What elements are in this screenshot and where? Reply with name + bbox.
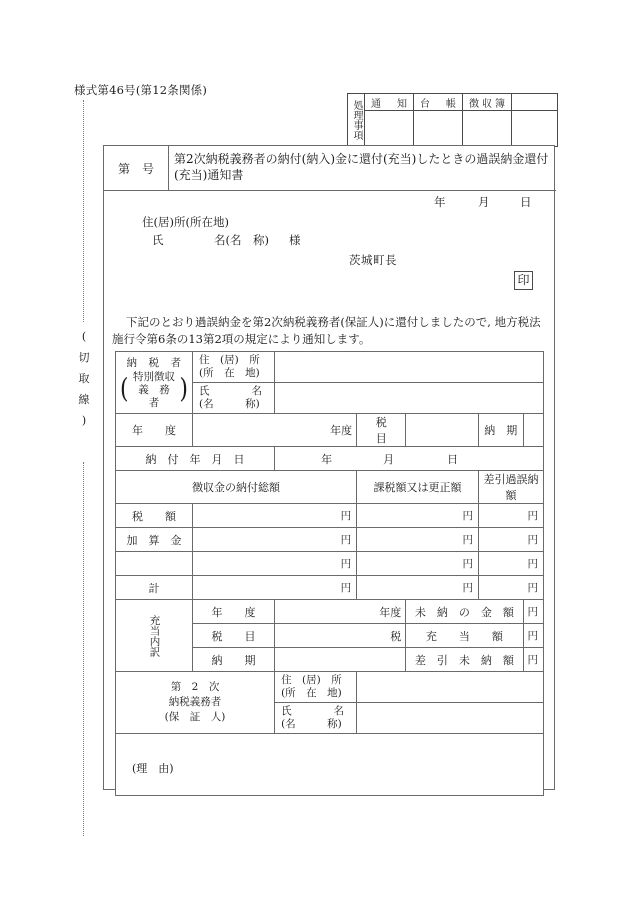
main-data-table <box>115 351 544 796</box>
processing-header-blank <box>512 94 558 111</box>
allocation-label-taxitem: 税 目 <box>193 624 275 648</box>
secondary-taxpayer-name-label-line2: (名 称) <box>281 718 342 730</box>
allocation-value-applied[interactable]: 円 <box>523 624 544 648</box>
issue-date-line[interactable] <box>104 194 556 210</box>
amount-table-header-row <box>116 471 544 504</box>
tax-item-input[interactable] <box>406 414 479 447</box>
taxpayer-label-sub-line2: 義 務 者 <box>138 383 181 409</box>
secondary-taxpayer-address-label <box>275 672 357 703</box>
taxpayer-label-sub <box>130 371 179 410</box>
allocation-right-label-unpaid: 未 納 の 金 額 <box>406 600 523 624</box>
payment-period-label: 納 期 <box>479 414 523 447</box>
reason-input[interactable] <box>116 734 544 796</box>
allocation-right-label-balance: 差 引 未 納 額 <box>406 648 523 672</box>
allocation-right-label-applied: 充 当 額 <box>406 624 523 648</box>
document-title-row <box>104 146 556 191</box>
amount-value-total-overpaid[interactable]: 円 <box>479 576 544 600</box>
processing-header-collection-book: 徴収簿 <box>463 94 512 111</box>
taxpayer-label-cell <box>116 352 193 414</box>
taxpayer-name-label-line2: (名 称) <box>199 398 260 410</box>
allocation-value-balance[interactable]: 円 <box>523 648 544 672</box>
taxpayer-name-label <box>193 383 275 414</box>
taxpayer-label-main: 納 税 者 <box>126 356 182 369</box>
addressee-name-sub-label: 名(名 称) <box>214 233 269 247</box>
amount-row-label-total: 計 <box>116 576 193 600</box>
amount-value-blank-overpaid[interactable]: 円 <box>479 552 544 576</box>
document-number-prefix: 第 <box>117 161 130 176</box>
processing-header-ledger: 台 帳 <box>414 94 463 111</box>
addressee-name-label: 氏 <box>152 233 164 247</box>
document-title: 第2次納税義務者の納付(納入)金に還付(充当)したときの過誤納金還付(充当)通知書 <box>174 152 549 182</box>
secondary-taxpayer-address-label-line1: 住 (居) 所 <box>281 674 342 686</box>
amount-header-assessed: 課税額又は更正額 <box>357 471 479 504</box>
tax-item-label: 税 目 <box>357 414 406 447</box>
payment-date-day-label: 日 <box>447 452 459 466</box>
secondary-taxpayer-label-line1: 第 2 次 <box>170 681 220 693</box>
taxpayer-label-sub-line1: 特別徴収 <box>133 370 175 383</box>
amount-header-total-paid: 徴収金の納付総額 <box>116 471 357 504</box>
amount-value-blank-assessed[interactable]: 円 <box>357 552 479 576</box>
taxpayer-address-input[interactable] <box>275 352 544 383</box>
cut-line-label <box>76 326 92 431</box>
cut-label-char-0: ( <box>81 330 87 343</box>
fiscal-year-input[interactable] <box>193 414 357 447</box>
processing-input-ledger[interactable] <box>414 111 463 147</box>
reason-label: (理 由) <box>132 762 174 775</box>
processing-input-collection-book[interactable] <box>463 111 512 147</box>
allocation-input-period[interactable] <box>275 648 406 672</box>
bracket-open-icon: ( <box>120 373 129 405</box>
amount-value-total-total[interactable]: 円 <box>193 576 357 600</box>
allocation-value-unpaid[interactable]: 円 <box>523 600 544 624</box>
issuer-name: 茨城町長 <box>349 253 397 267</box>
document-number-cell[interactable] <box>104 146 169 190</box>
taxpayer-address-label <box>193 352 275 383</box>
processing-header-notice: 通 知 <box>365 94 414 111</box>
taxpayer-address-row <box>116 352 544 383</box>
fiscal-year-label: 年 度 <box>116 414 193 447</box>
secondary-taxpayer-address-row <box>116 672 544 703</box>
reason-row <box>116 734 544 796</box>
taxpayer-address-label-line2: (所 在 地) <box>199 367 260 379</box>
issue-date-day-label: 日 <box>520 195 532 209</box>
secondary-taxpayer-address-input[interactable] <box>357 672 544 703</box>
processing-input-notice[interactable] <box>365 111 414 147</box>
cut-label-char-2: 取 <box>78 372 90 385</box>
allocation-label-year: 年 度 <box>193 600 275 624</box>
cut-label-char-3: 線 <box>78 393 90 406</box>
amount-row-label-surcharge: 加 算 金 <box>116 528 193 552</box>
amount-row-total <box>116 576 544 600</box>
amount-value-tax-total[interactable]: 円 <box>193 504 357 528</box>
processing-table-header-row <box>348 94 558 111</box>
payment-date-row <box>116 447 544 471</box>
payment-date-month-label: 月 <box>383 452 395 466</box>
secondary-taxpayer-name-label <box>275 703 357 734</box>
processing-table-input-row <box>348 111 558 147</box>
allocation-vertical-label: 充当内訳 <box>116 600 193 672</box>
cut-line-lower <box>83 462 84 836</box>
amount-value-surcharge-total[interactable]: 円 <box>193 528 357 552</box>
amount-value-tax-overpaid[interactable]: 円 <box>479 504 544 528</box>
amount-value-surcharge-overpaid[interactable]: 円 <box>479 528 544 552</box>
year-taxitem-period-row <box>116 414 544 447</box>
amount-row-surcharge <box>116 528 544 552</box>
issue-date-year-label: 年 <box>434 195 446 209</box>
seal-stamp-box[interactable]: 印 <box>514 271 533 290</box>
bracket-close-icon: ) <box>179 373 188 405</box>
processing-table-row-label: 処理事項 <box>348 94 365 147</box>
allocation-unit-taxitem: 税 <box>390 629 402 643</box>
allocation-input-year[interactable] <box>275 600 406 624</box>
amount-value-total-assessed[interactable]: 円 <box>357 576 479 600</box>
issue-date-month-label: 月 <box>478 195 490 209</box>
payment-period-input[interactable] <box>523 414 544 447</box>
taxpayer-address-label-line1: 住 (居) 所 <box>199 354 260 366</box>
form-number: 様式第46号(第12条関係) <box>74 83 208 97</box>
cut-line-upper <box>83 100 84 322</box>
amount-row-tax <box>116 504 544 528</box>
amount-row-blank <box>116 552 544 576</box>
addressee-address-label: 住(居)所(所在地) <box>142 215 229 229</box>
amount-value-blank-total[interactable]: 円 <box>193 552 357 576</box>
secondary-taxpayer-name-label-line1: 氏 名 <box>281 705 345 717</box>
payment-date-label: 納 付 年 月 日 <box>116 447 275 471</box>
processing-input-blank[interactable] <box>512 111 558 147</box>
amount-row-label-tax: 税 額 <box>116 504 193 528</box>
form-outer-frame <box>103 145 555 790</box>
fiscal-year-unit: 年度 <box>330 424 353 437</box>
payment-date-year-label: 年 <box>321 452 333 466</box>
allocation-input-taxitem[interactable] <box>275 624 406 648</box>
cut-label-char-1: 切 <box>78 351 90 364</box>
addressee-honorific: 様 <box>289 233 301 247</box>
taxpayer-label-bracket <box>120 371 188 410</box>
cut-label-char-4: ) <box>81 414 87 427</box>
amount-header-overpaid: 差引過誤納額 <box>479 471 544 504</box>
secondary-taxpayer-address-label-line2: (所 在 地) <box>281 687 342 699</box>
secondary-taxpayer-name-input[interactable] <box>357 703 544 734</box>
processing-table <box>347 93 558 147</box>
statement-paragraph: 下記のとおり過誤納金を第2次納税義務者(保証人)に還付しましたので, 地方税法施行令第6条の13第2項の規定により通知します。 <box>112 315 541 346</box>
amount-value-tax-assessed[interactable]: 円 <box>357 504 479 528</box>
allocation-label-period: 納 期 <box>193 648 275 672</box>
allocation-row-year <box>116 600 544 624</box>
amount-row-label-blank[interactable] <box>116 552 193 576</box>
secondary-taxpayer-label-cell <box>116 672 275 734</box>
taxpayer-name-label-line1: 氏 名 <box>199 385 262 397</box>
taxpayer-name-input[interactable] <box>275 383 544 414</box>
secondary-taxpayer-label-line3: (保 証 人) <box>164 711 226 723</box>
secondary-taxpayer-label-line2: 納税義務者 <box>168 696 222 708</box>
payment-date-input[interactable] <box>275 447 544 471</box>
amount-value-surcharge-assessed[interactable]: 円 <box>357 528 479 552</box>
document-number-suffix: 号 <box>141 161 154 176</box>
allocation-unit-year: 年度 <box>379 605 402 619</box>
